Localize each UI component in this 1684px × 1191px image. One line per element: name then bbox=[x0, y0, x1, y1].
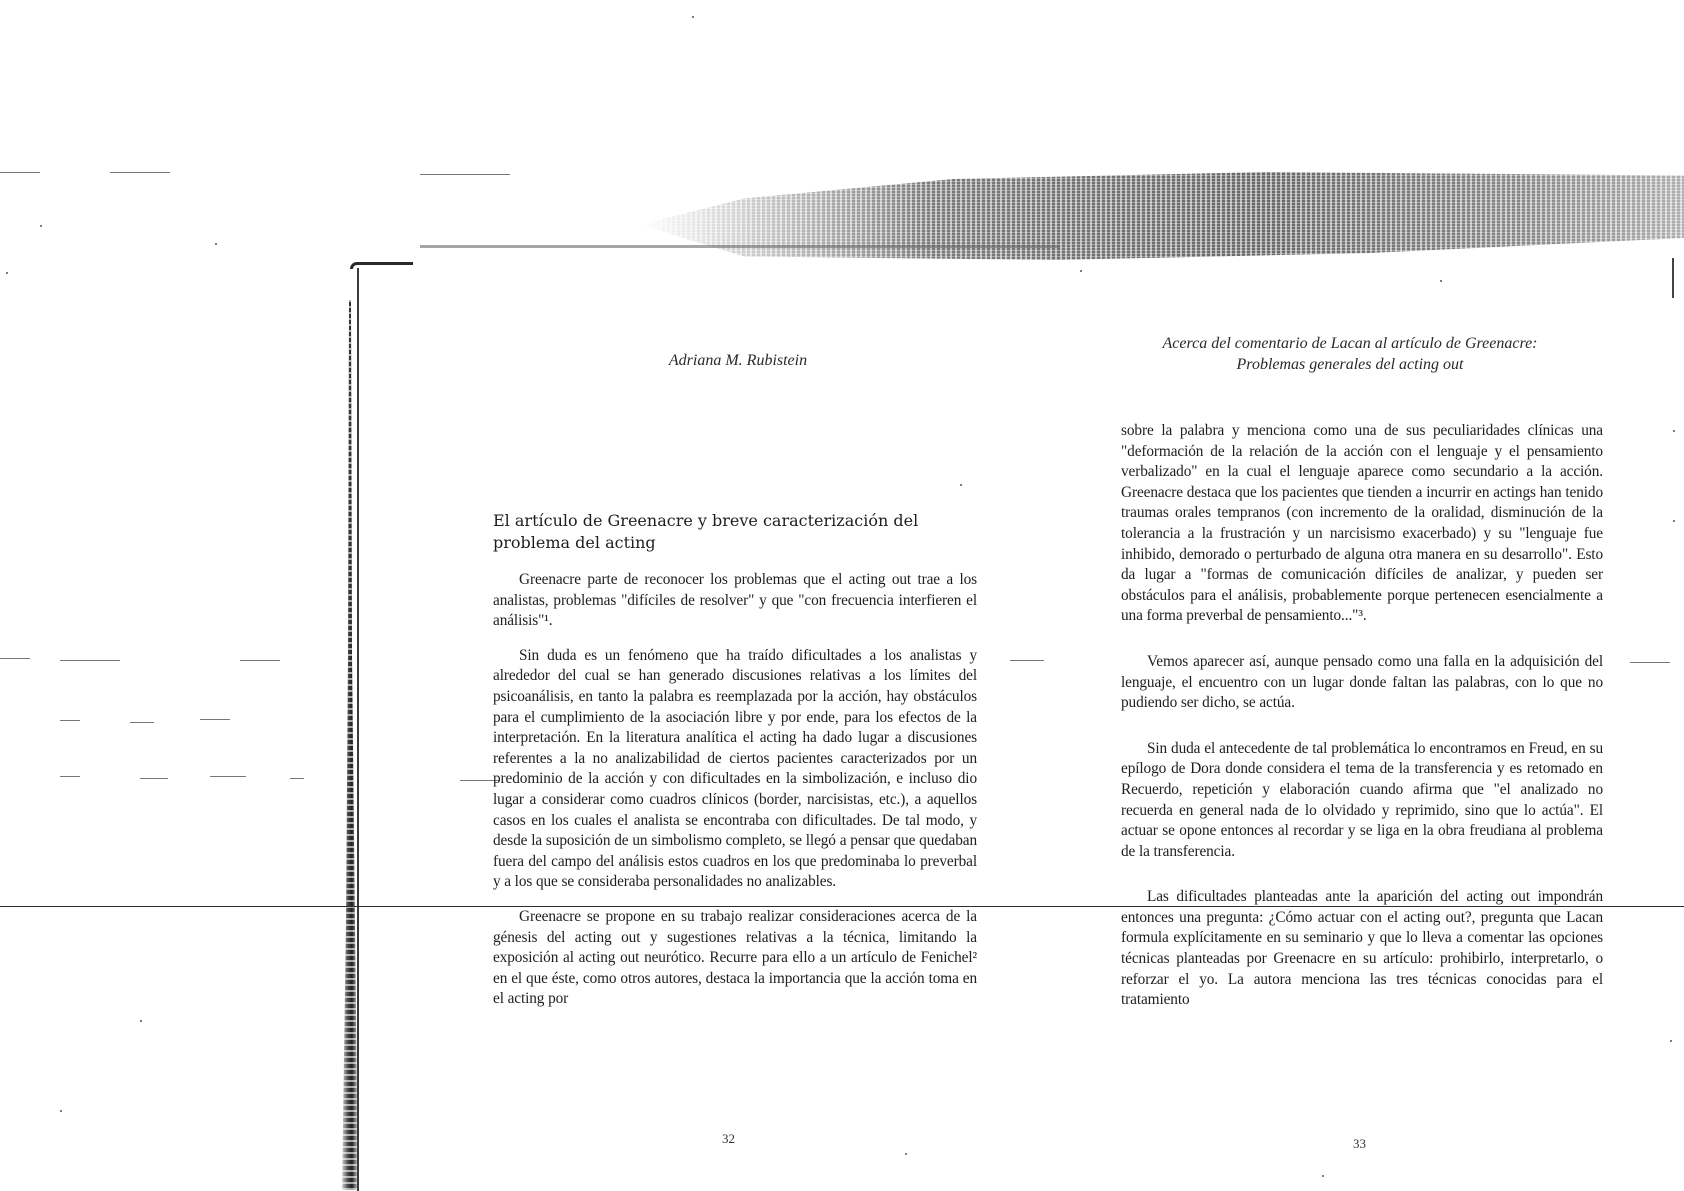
scan-dot bbox=[1673, 520, 1675, 522]
scan-shadow-line bbox=[420, 245, 1060, 248]
scan-speck bbox=[60, 720, 80, 721]
scan-dot bbox=[1322, 1175, 1324, 1177]
paragraph: Vemos aparecer así, aunque pensado como una falla en la adquisición del lenguaje, el encuentro con un lugar donde faltan las palabras, con lo que no pudiendo ser dicho, se actúa. bbox=[1121, 652, 1603, 712]
paragraph: Sin duda es un fenómeno que ha traído dificultades a los analistas y alrededor del cual se han generado discusiones relativas a los límites del psicoanálisis, en tanto la palabra es reemplazada por la acción, hay obstáculos para el cumplimiento de la asociación libre y por ende, para los efectos de la interpretación. En la literatura analítica el acting ha dado lugar a discusiones referentes a la no analizabilidad de ciertos pacientes caracterizados por un predominio de la acción y con dificultades en la simbolización, e incluso dio lugar a considerar como cuadros clínicos (border, narcisistas, etc.), a aquellos casos en los cuales el analista se encontraba con dificultades. De tal modo, y desde la suposición de un simbolismo completo, se llegó a pensar que quedaban fuera del campo del análisis estos cuadros en los que predominaba lo preverbal y a los que se consideraba personalidades no analizables. bbox=[493, 646, 977, 891]
paragraph: Sin duda el antecedente de tal problemática lo encontramos en Freud, en su epílogo de Dora donde considera el tema de la transferencia y es retomado en Recuerdo, repetición y elaboración cuando afirma que "el analizado no recuerda en general nada de lo olvidado y reprimido, sino que lo actúa". El actuar se opone entonces al recordar y se liga en la obra freudiana al problema de la transferencia. bbox=[1121, 739, 1603, 860]
book-binding-line bbox=[357, 268, 359, 1191]
section-title: El artículo de Greenacre y breve caracterización del problema del acting bbox=[493, 511, 919, 552]
left-page-running-head: Adriana M. Rubistein bbox=[668, 352, 808, 369]
running-head-line-2: Problemas generales del acting out bbox=[1236, 356, 1464, 373]
page-number-left: 32 bbox=[722, 1131, 735, 1146]
scan-dot bbox=[1670, 1040, 1672, 1042]
paragraph: Greenacre parte de reconocer los problemas que el acting out trae a los analistas, problemas "difíciles de resolver" y que "con frecuencia interfieren el análisis"¹. bbox=[493, 571, 977, 630]
scan-dot bbox=[905, 1153, 907, 1155]
scan-dot bbox=[1080, 270, 1082, 272]
scan-dot bbox=[1440, 280, 1442, 282]
scan-dot bbox=[40, 225, 42, 227]
scan-speck bbox=[60, 776, 80, 777]
scan-speck bbox=[240, 660, 280, 661]
paragraph: sobre la palabra y menciona como una de sus peculiaridades clínicas una "deformación de la relación de la acción con el lenguaje y el pensamiento verbalizado" en la cual el lenguaje aparece como secundario a la acción. Greenacre destaca que los pacientes que tienden a incurrir en actings han tenido traumas orales tempranos (con incremento de la oralidad, disminución de la tolerancia a la frustración y un narcisismo exacerbado) y su "lenguaje fue inhibido, demorado o perturbado de alguna otra manera en su desarrollo". Esto da lugar a "formas de comunicación difíciles de analizar, y pueden ser obstáculos para el análisis, probablemente porque pertenecen esencialmente a una forma preverbal de pensamiento..."³. bbox=[1121, 422, 1603, 625]
scan-dot bbox=[960, 484, 962, 486]
scan-speck bbox=[130, 722, 154, 723]
scan-speck bbox=[210, 776, 246, 777]
scan-speck bbox=[1010, 660, 1044, 661]
scan-dot bbox=[692, 16, 694, 18]
scan-speck bbox=[0, 172, 40, 173]
running-head-line-1: Acerca del comentario de Lacan al artículo de Greenacre: bbox=[1162, 335, 1538, 352]
scan-dot bbox=[140, 1020, 142, 1022]
scan-dot bbox=[60, 1110, 62, 1112]
page-number-right: 33 bbox=[1353, 1136, 1366, 1151]
right-page-running-head bbox=[1100, 333, 1600, 375]
right-page-body bbox=[1121, 421, 1603, 1036]
scan-speck bbox=[60, 660, 120, 661]
scan-speck bbox=[1630, 662, 1670, 663]
scan-speck bbox=[420, 174, 510, 175]
scan-speck bbox=[290, 778, 304, 779]
scan-speck bbox=[140, 778, 168, 779]
paragraph: Greenacre se propone en su trabajo realizar consideraciones acerca de la génesis del acting out y sugestiones relativas a la técnica, limitando la exposición al acting out neurótico. Recurre para ello a un artículo de Fenichel² en el que éste, como otros autores, destaca la importancia que la acción toma en el acting por bbox=[493, 907, 977, 1008]
page-corner-curl bbox=[350, 262, 413, 269]
paragraph: Las dificultades planteadas ante la aparición del acting out impondrán entonces una pregunta: ¿Cómo actuar con el acting out?, pregunta que Lacan formula explícitamente en su seminario y que lo lleva a comentar las opciones técnicas planteadas por Greenacre en su artículo: prohibirlo, interpretarlo, o reforzar el yo. La autora menciona las tres técnicas conocidas para el tratamiento bbox=[1121, 888, 1603, 1009]
left-page-body bbox=[493, 510, 977, 1024]
scan-dot bbox=[1673, 430, 1675, 432]
scan-dot bbox=[6, 272, 8, 274]
scan-dot bbox=[215, 243, 217, 245]
scan-speck bbox=[0, 658, 30, 659]
scan-speck bbox=[110, 172, 170, 173]
scan-speck bbox=[200, 719, 230, 720]
page-edge-mark bbox=[1672, 258, 1674, 298]
